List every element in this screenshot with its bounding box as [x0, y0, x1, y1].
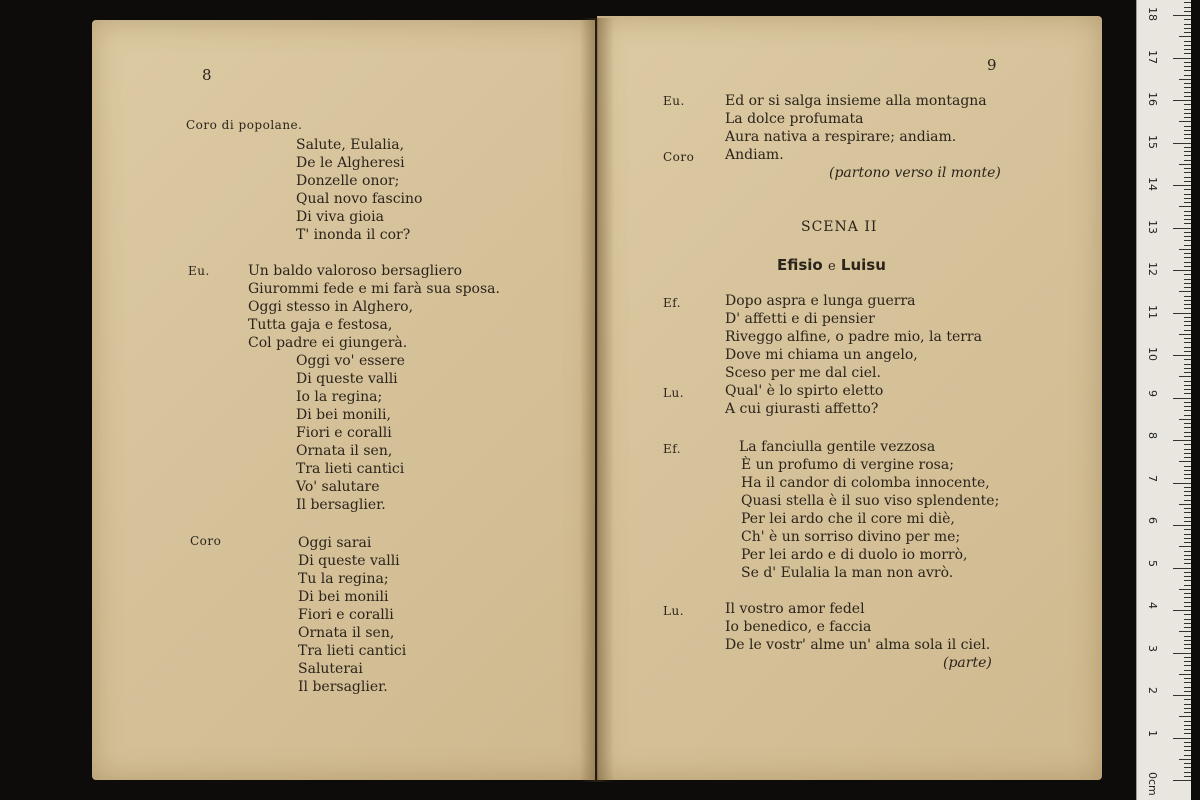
ruler-label: 5	[1146, 559, 1159, 567]
ruler-tick	[1184, 317, 1191, 318]
ruler-tick	[1173, 398, 1191, 399]
verse-line: Oggi sarai	[298, 535, 372, 551]
scene-characters	[777, 256, 886, 274]
ruler-tick	[1184, 223, 1191, 224]
verse-line: Per lei ardo e di duolo io morrò,	[741, 547, 968, 563]
ruler-tick	[1184, 296, 1191, 297]
verse-line: Dopo aspra e lunga guerra	[725, 293, 916, 309]
verse-line: Fiori e coralli	[298, 607, 394, 623]
verse-line: Per lei ardo che il core mi diè,	[741, 511, 955, 527]
ruler-tick	[1184, 623, 1191, 624]
ruler-tick	[1179, 206, 1191, 207]
ruler-tick	[1184, 62, 1191, 63]
ruler-tick	[1184, 202, 1191, 203]
ruler-tick	[1184, 449, 1191, 450]
ruler-tick	[1184, 636, 1191, 637]
ruler-tick	[1184, 772, 1191, 773]
ruler-tick	[1184, 491, 1191, 492]
character-conjunction: e	[827, 259, 836, 274]
ruler-tick	[1184, 347, 1191, 348]
ruler-tick	[1184, 750, 1191, 751]
ruler-tick	[1179, 631, 1191, 632]
verse-line: La fanciulla gentile vezzosa	[739, 439, 936, 455]
ruler-tick	[1184, 474, 1191, 475]
ruler-tick	[1184, 500, 1191, 501]
ruler-tick	[1184, 687, 1191, 688]
ruler-label: 0cm	[1146, 772, 1159, 796]
verse-line: Riveggo alfine, o padre mio, la terra	[725, 329, 982, 345]
ruler-tick	[1173, 525, 1191, 526]
ruler-tick	[1184, 529, 1191, 530]
ruler-tick	[1184, 742, 1191, 743]
speaker-label: Coro	[190, 534, 222, 548]
ruler-tick	[1184, 147, 1191, 148]
verse-line: De le vostr' alme un' alma sola il ciel.	[725, 637, 991, 653]
ruler-tick	[1173, 270, 1191, 271]
ruler-tick	[1184, 665, 1191, 666]
ruler-tick	[1184, 644, 1191, 645]
ruler-tick	[1184, 351, 1191, 352]
ruler-tick	[1184, 177, 1191, 178]
ruler-tick	[1184, 83, 1191, 84]
ruler-tick	[1184, 614, 1191, 615]
ruler-tick	[1184, 262, 1191, 263]
speaker-label: Coro di popolane.	[186, 118, 303, 132]
ruler-tick	[1184, 495, 1191, 496]
ruler-tick	[1173, 483, 1191, 484]
ruler-tick	[1184, 746, 1191, 747]
ruler-tick	[1179, 504, 1191, 505]
ruler-tick	[1179, 546, 1191, 547]
ruler-tick	[1184, 232, 1191, 233]
ruler-tick	[1184, 648, 1191, 649]
ruler-tick	[1184, 453, 1191, 454]
ruler-tick	[1184, 53, 1191, 54]
verse-line: Un baldo valoroso bersagliero	[248, 263, 463, 279]
verse-line: Tutta gaja e festosa,	[248, 317, 393, 333]
ruler-label: 16	[1146, 92, 1159, 106]
ruler-tick	[1184, 364, 1191, 365]
ruler-tick	[1184, 508, 1191, 509]
ruler-tick	[1184, 253, 1191, 254]
ruler-tick	[1173, 15, 1191, 16]
ruler-tick	[1184, 670, 1191, 671]
ruler-label: 15	[1146, 134, 1159, 149]
ruler-tick	[1184, 368, 1191, 369]
ruler-tick	[1173, 780, 1191, 781]
ruler-label: 7	[1146, 474, 1159, 482]
ruler-tick	[1184, 691, 1191, 692]
ruler-tick	[1173, 100, 1191, 101]
ruler-tick	[1184, 257, 1191, 258]
verse-line: Ornata il sen,	[296, 443, 393, 459]
ruler-tick	[1184, 410, 1191, 411]
ruler-label: 8	[1146, 432, 1159, 439]
ruler-tick	[1184, 733, 1191, 734]
ruler-tick	[1184, 776, 1191, 777]
verse-line: Saluterai	[298, 661, 363, 677]
ruler-tick	[1184, 385, 1191, 386]
verse-line: Oggi stesso in Alghero,	[248, 299, 414, 315]
ruler-tick	[1179, 121, 1191, 122]
verse-line: De le Algheresi	[296, 155, 405, 171]
verse-line: Dove mi chiama un angelo,	[725, 347, 918, 363]
ruler-label: 9	[1146, 389, 1159, 397]
ruler-tick	[1184, 236, 1191, 237]
ruler-tick	[1184, 521, 1191, 522]
verse-line: Il vostro amor fedel	[725, 601, 865, 617]
verse-line: Qual novo fascino	[296, 191, 423, 207]
ruler-tick	[1184, 402, 1191, 403]
verse-line: Di queste valli	[296, 371, 398, 387]
ruler-tick	[1184, 708, 1191, 709]
ruler-label: 13	[1146, 219, 1159, 234]
ruler-tick	[1184, 7, 1191, 8]
scene-title: SCENA II	[801, 219, 878, 235]
ruler-tick	[1184, 160, 1191, 161]
verse-line: Col padre ei giungerà.	[248, 335, 408, 351]
ruler-tick	[1184, 104, 1191, 105]
verse-line: Ed or si salga insieme alla montagna	[725, 93, 987, 109]
verse-line: Ornata il sen,	[298, 625, 395, 641]
speaker-label: Lu.	[663, 386, 685, 400]
verse-line: Oggi vo' essere	[296, 353, 405, 369]
page-number-left: 8	[202, 66, 212, 84]
verse-line: Tu la regina;	[298, 571, 389, 587]
ruler-tick	[1173, 440, 1191, 441]
ruler-tick	[1184, 755, 1191, 756]
ruler-tick	[1184, 130, 1191, 131]
ruler-tick	[1184, 580, 1191, 581]
verse-line: La dolce profumata	[725, 111, 864, 127]
speaker-label: Eu.	[188, 264, 210, 278]
verse-line: Di bei monili	[298, 589, 389, 605]
ruler-tick	[1184, 767, 1191, 768]
verse-line: Andiam.	[725, 147, 784, 163]
ruler-tick	[1184, 274, 1191, 275]
verse-line: Se d' Eulalia la man non avrò.	[741, 565, 954, 581]
verse-line: Quasi stella è il suo viso splendente;	[741, 493, 1000, 509]
ruler-tick	[1184, 109, 1191, 110]
ruler-tick	[1184, 657, 1191, 658]
ruler-tick	[1179, 249, 1191, 250]
ruler-tick	[1184, 415, 1191, 416]
verse-line: Salute, Eulalia,	[296, 137, 405, 153]
ruler-tick	[1184, 551, 1191, 552]
ruler-tick	[1173, 568, 1191, 569]
verse-line: Qual' è lo spirto eletto	[725, 383, 884, 399]
ruler-tick	[1184, 245, 1191, 246]
ruler-label: 1	[1146, 729, 1159, 737]
ruler-tick	[1184, 559, 1191, 560]
ruler-tick	[1184, 338, 1191, 339]
ruler-tick	[1184, 151, 1191, 152]
ruler-label: 12	[1146, 262, 1159, 276]
measuring-ruler	[1136, 0, 1191, 800]
ruler-tick	[1173, 143, 1191, 144]
ruler-tick	[1184, 330, 1191, 331]
ruler-label: 6	[1146, 517, 1159, 524]
ruler-tick	[1184, 41, 1191, 42]
ruler-tick	[1179, 716, 1191, 717]
ruler-tick	[1184, 287, 1191, 288]
ruler-label: 17	[1146, 49, 1159, 64]
character-luisu: Luisu	[840, 256, 886, 274]
ruler-label: 10	[1146, 347, 1159, 361]
ruler-label: 11	[1146, 304, 1159, 319]
ruler-tick	[1173, 610, 1191, 611]
ruler-tick	[1173, 58, 1191, 59]
ruler-tick	[1184, 517, 1191, 518]
ruler-tick	[1184, 640, 1191, 641]
ruler-tick	[1184, 478, 1191, 479]
ruler-tick	[1184, 92, 1191, 93]
verse-line: Vo' salutare	[296, 479, 380, 495]
ruler-tick	[1184, 576, 1191, 577]
ruler-tick	[1184, 28, 1191, 29]
ruler-tick	[1173, 695, 1191, 696]
ruler-tick	[1173, 738, 1191, 739]
stage-direction: (partono verso il monte)	[829, 165, 1001, 181]
ruler-tick	[1184, 11, 1191, 12]
ruler-tick	[1184, 189, 1191, 190]
ruler-tick	[1179, 36, 1191, 37]
ruler-tick	[1184, 572, 1191, 573]
ruler-tick	[1173, 653, 1191, 654]
ruler-tick	[1184, 372, 1191, 373]
ruler-tick	[1179, 589, 1191, 590]
ruler-tick	[1184, 283, 1191, 284]
ruler-tick	[1184, 602, 1191, 603]
verse-line: D' affetti e di pensier	[725, 311, 875, 327]
ruler-tick	[1184, 168, 1191, 169]
ruler-tick	[1184, 678, 1191, 679]
ruler-tick	[1184, 597, 1191, 598]
verse-line: Il bersaglier.	[298, 679, 388, 695]
ruler-tick	[1184, 542, 1191, 543]
ruler-tick	[1184, 87, 1191, 88]
ruler-tick	[1184, 606, 1191, 607]
ruler-tick	[1173, 185, 1191, 186]
ruler-tick	[1184, 181, 1191, 182]
verse-line: Di queste valli	[298, 553, 400, 569]
verse-line: Donzelle onor;	[296, 173, 400, 189]
right-page	[597, 16, 1102, 780]
ruler-tick	[1184, 470, 1191, 471]
ruler-tick	[1184, 721, 1191, 722]
verse-line: Fiori e coralli	[296, 425, 392, 441]
ruler-tick	[1184, 444, 1191, 445]
ruler-tick	[1184, 215, 1191, 216]
ruler-tick	[1184, 555, 1191, 556]
ruler-label: 3	[1146, 644, 1159, 652]
verse-line: Di viva gioia	[296, 209, 384, 225]
ruler-tick	[1184, 300, 1191, 301]
ruler-tick	[1179, 759, 1191, 760]
ruler-tick	[1184, 406, 1191, 407]
page-number-right: 9	[987, 56, 997, 74]
ruler-tick	[1184, 682, 1191, 683]
ruler-tick	[1184, 661, 1191, 662]
ruler-tick	[1173, 355, 1191, 356]
book-gutter	[580, 18, 614, 782]
ruler-tick	[1179, 674, 1191, 675]
speaker-label: Coro	[663, 150, 695, 164]
ruler-tick	[1184, 534, 1191, 535]
ruler-tick	[1184, 134, 1191, 135]
ruler-label: 2	[1146, 687, 1159, 694]
ruler-tick	[1184, 432, 1191, 433]
ruler-tick	[1184, 563, 1191, 564]
ruler-tick	[1179, 376, 1191, 377]
ruler-tick	[1179, 334, 1191, 335]
ruler-tick	[1184, 49, 1191, 50]
ruler-tick	[1184, 699, 1191, 700]
ruler-tick	[1184, 436, 1191, 437]
verse-line: Il bersaglier.	[296, 497, 386, 513]
verse-line: Ha il candor di colomba innocente,	[741, 475, 990, 491]
ruler-tick	[1184, 219, 1191, 220]
ruler-tick	[1184, 155, 1191, 156]
ruler-tick	[1184, 24, 1191, 25]
verse-line: Ch' è un sorriso divino per me;	[741, 529, 961, 545]
ruler-tick	[1184, 126, 1191, 127]
verse-line: T' inonda il cor?	[296, 227, 411, 243]
verse-line: Io la regina;	[296, 389, 383, 405]
ruler-tick	[1184, 211, 1191, 212]
ruler-tick	[1184, 194, 1191, 195]
verse-line: A cui giurasti affetto?	[725, 401, 879, 417]
ruler-tick	[1184, 487, 1191, 488]
ruler-tick	[1184, 240, 1191, 241]
ruler-tick	[1184, 75, 1191, 76]
ruler-tick	[1184, 423, 1191, 424]
ruler-label: 18	[1146, 7, 1159, 21]
ruler-tick	[1184, 45, 1191, 46]
ruler-tick	[1184, 381, 1191, 382]
ruler-tick	[1184, 729, 1191, 730]
ruler-tick	[1184, 342, 1191, 343]
verse-line: Di bei monili,	[296, 407, 391, 423]
ruler-tick	[1184, 389, 1191, 390]
ruler-tick	[1184, 512, 1191, 513]
ruler-tick	[1184, 359, 1191, 360]
ruler-tick	[1184, 113, 1191, 114]
ruler-tick	[1184, 393, 1191, 394]
ruler-tick	[1184, 593, 1191, 594]
ruler-tick	[1184, 2, 1191, 3]
speaker-label: Lu.	[663, 604, 685, 618]
ruler-tick	[1184, 70, 1191, 71]
ruler-tick	[1184, 198, 1191, 199]
ruler-label: 4	[1146, 602, 1159, 609]
ruler-tick	[1184, 304, 1191, 305]
ruler-tick	[1184, 585, 1191, 586]
verse-line: Tra lieti cantici	[298, 643, 407, 659]
speaker-label: Eu.	[663, 94, 685, 108]
speaker-label: Ef.	[663, 442, 682, 456]
speaker-label: Ef.	[663, 296, 682, 310]
ruler-tick	[1179, 291, 1191, 292]
ruler-tick	[1184, 725, 1191, 726]
ruler-tick	[1184, 266, 1191, 267]
ruler-tick	[1179, 79, 1191, 80]
ruler-tick	[1173, 228, 1191, 229]
stage-direction: (parte)	[943, 655, 992, 671]
ruler-tick	[1179, 461, 1191, 462]
ruler-tick	[1184, 19, 1191, 20]
ruler-tick	[1184, 138, 1191, 139]
ruler-tick	[1184, 427, 1191, 428]
ruler-tick	[1179, 164, 1191, 165]
ruler-label: 14	[1146, 177, 1159, 191]
verse-line: Tra lieti cantici	[296, 461, 405, 477]
verse-line: Aura nativa a respirare; andiam.	[725, 129, 957, 145]
verse-line: Io benedico, e faccia	[725, 619, 872, 635]
ruler-tick	[1184, 66, 1191, 67]
ruler-tick	[1184, 32, 1191, 33]
ruler-tick	[1179, 419, 1191, 420]
character-efisio: Efisio	[777, 256, 823, 274]
verse-line: Sceso per me dal ciel.	[725, 365, 881, 381]
verse-line: È un profumo di vergine rosa;	[741, 457, 954, 473]
ruler-tick	[1184, 96, 1191, 97]
left-page	[92, 20, 595, 780]
ruler-tick	[1184, 712, 1191, 713]
ruler-tick	[1184, 279, 1191, 280]
ruler-tick	[1184, 538, 1191, 539]
ruler-tick	[1184, 117, 1191, 118]
ruler-tick	[1184, 704, 1191, 705]
verse-line: Giurommi fede e mi farà sua sposa.	[248, 281, 500, 297]
ruler-tick	[1184, 325, 1191, 326]
ruler-tick	[1184, 172, 1191, 173]
ruler-tick	[1184, 627, 1191, 628]
ruler-tick	[1184, 763, 1191, 764]
ruler-tick	[1184, 308, 1191, 309]
ruler-tick	[1184, 321, 1191, 322]
ruler-tick	[1184, 457, 1191, 458]
ruler-tick	[1184, 619, 1191, 620]
ruler-tick	[1184, 466, 1191, 467]
ruler-tick	[1173, 313, 1191, 314]
